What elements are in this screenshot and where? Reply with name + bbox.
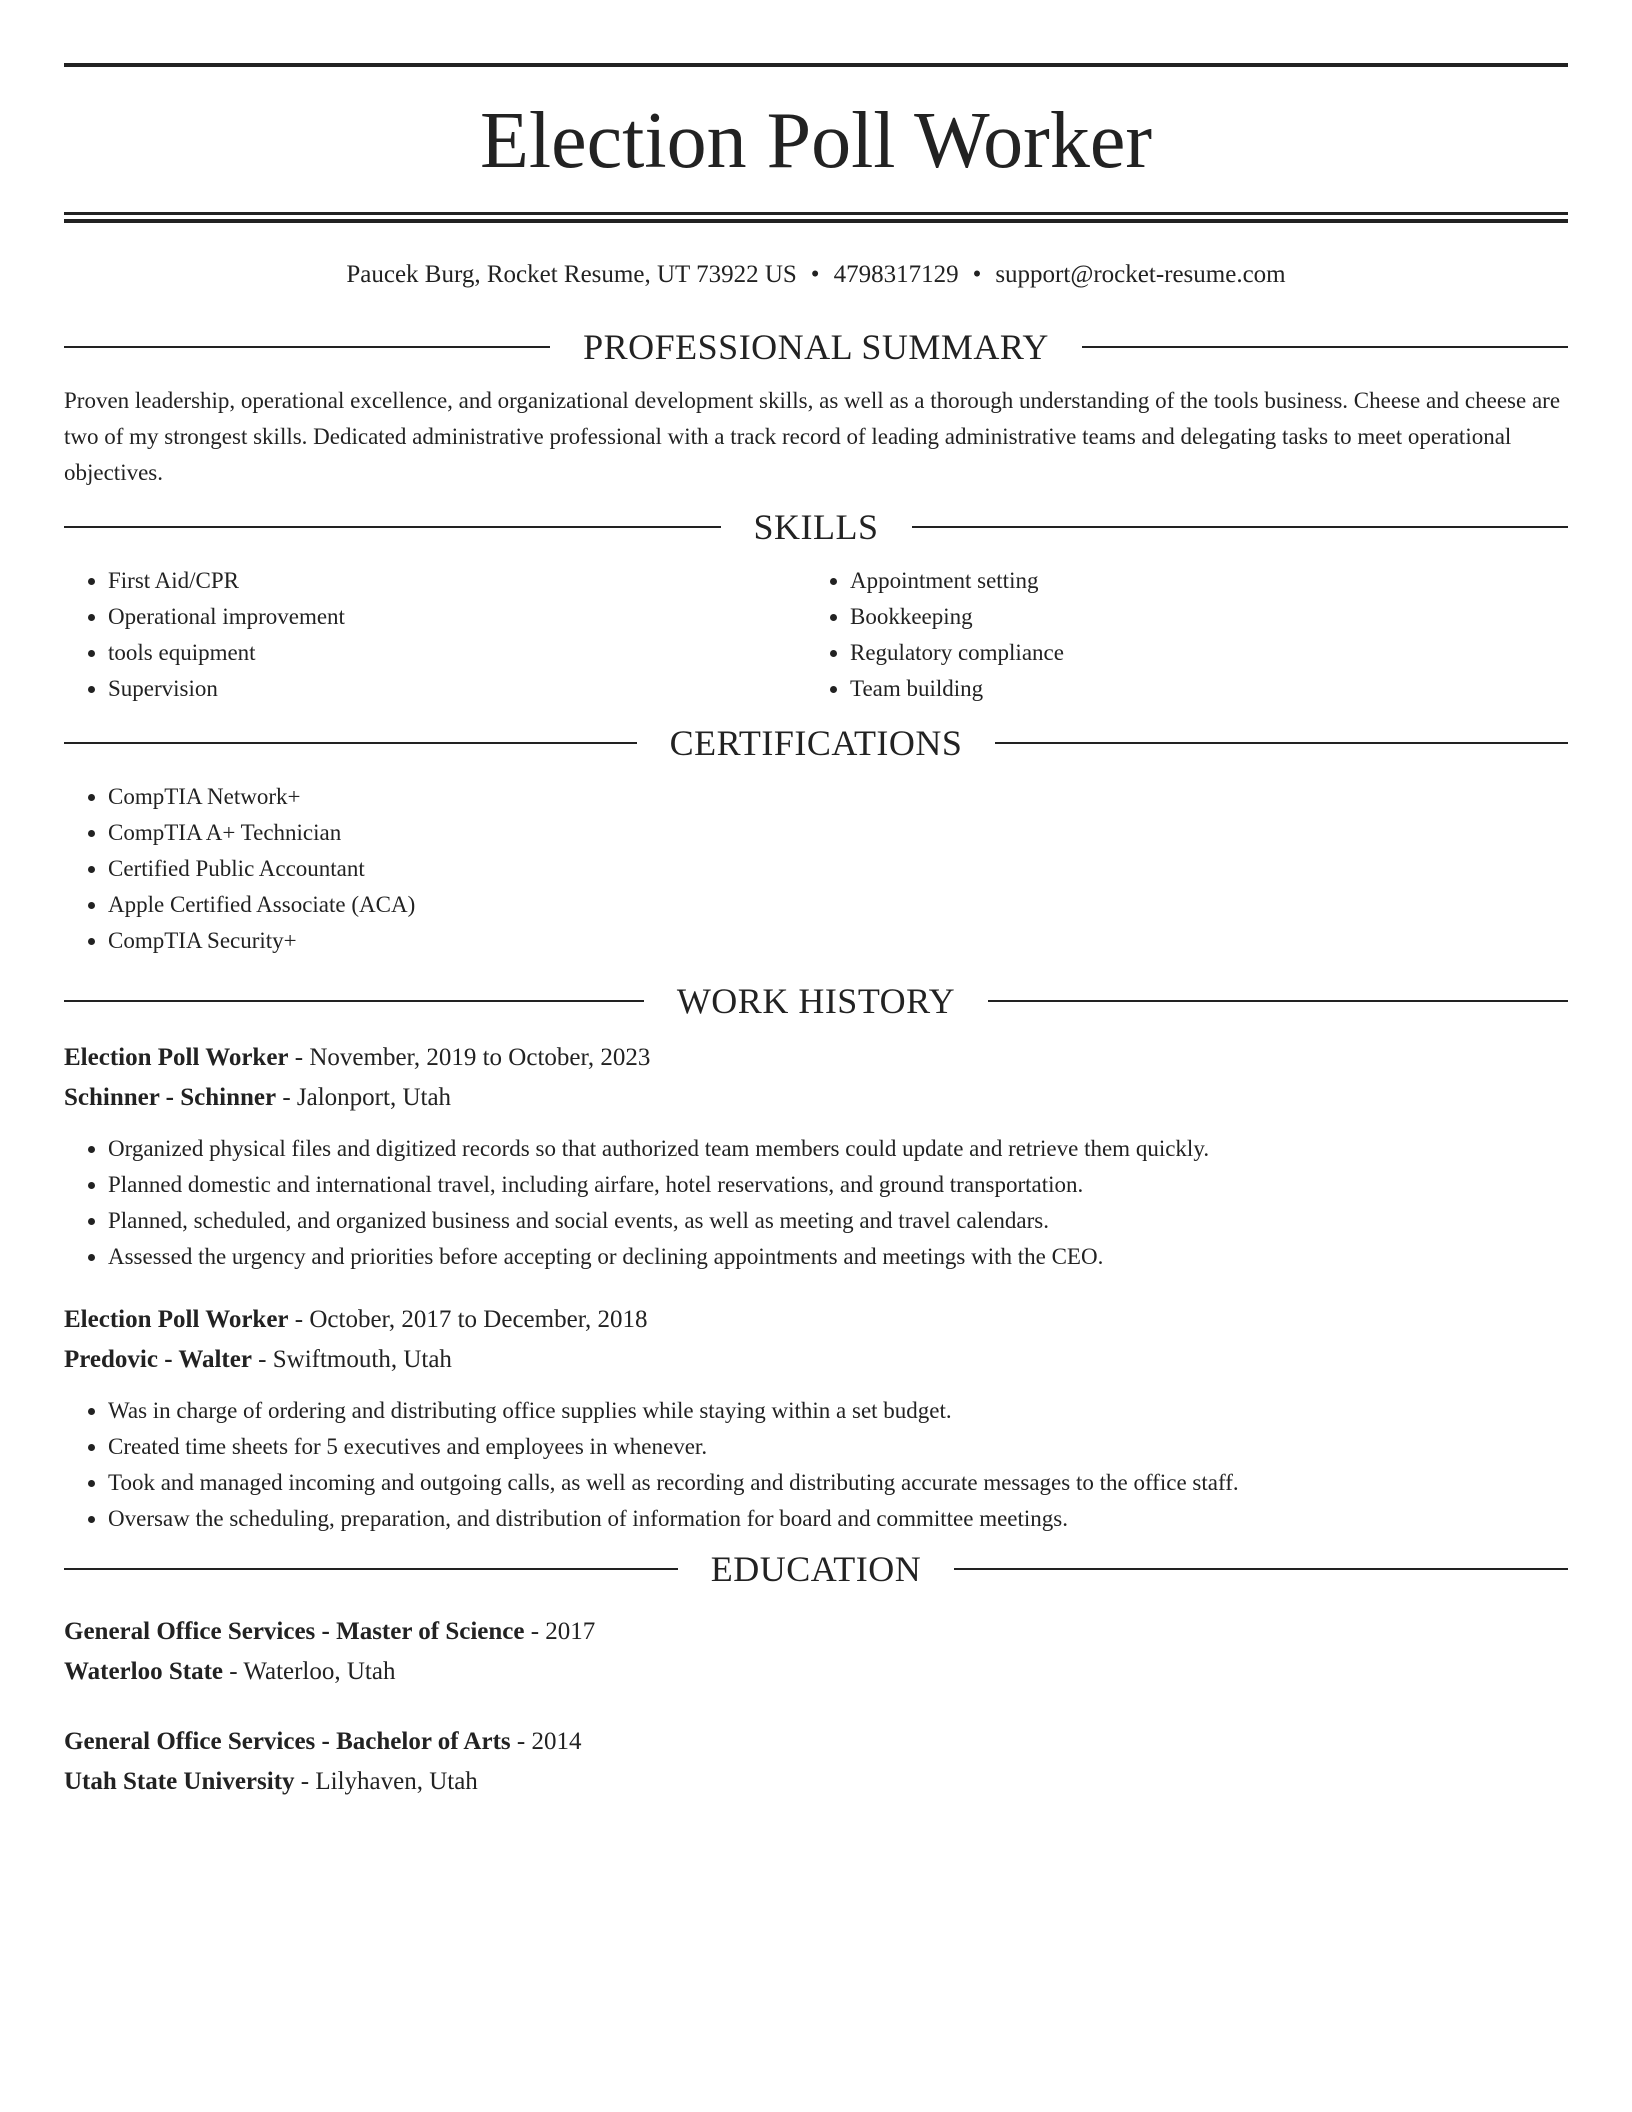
list-item: • First Aid/CPR <box>108 563 806 599</box>
job-dates: October, 2017 to December, 2018 <box>309 1306 648 1333</box>
list-item: • Assessed the urgency and priorities before accepting or declining appointments and meetings with the CEO. <box>108 1239 1568 1275</box>
top-rule <box>64 63 1568 67</box>
section-title: SKILLS <box>753 507 879 547</box>
education-year: 2014 <box>531 1728 582 1755</box>
contact-separator: • <box>972 261 982 288</box>
job-company-line <box>64 1078 1568 1118</box>
list-item: • Planned domestic and international travel, including airfare, hotel reservations, and ground transportation. <box>108 1167 1568 1203</box>
heading-rule-left <box>64 526 721 528</box>
education-degree-line <box>64 1722 1568 1762</box>
skills-column-right <box>806 563 1548 707</box>
contact-address: Paucek Burg, Rocket Resume, UT 73922 US <box>346 261 797 288</box>
list-item: • Was in charge of ordering and distributing office supplies while staying within a set budget. <box>108 1393 1568 1429</box>
education-location: Lilyhaven, Utah <box>315 1768 478 1795</box>
education-degree: General Office Services - Master of Science <box>64 1618 525 1645</box>
dash: - <box>300 1768 310 1795</box>
job-bullets <box>64 1393 1568 1537</box>
list-item: • Team building <box>850 671 1548 707</box>
resume-page <box>64 0 1568 1802</box>
contact-phone: 4798317129 <box>833 261 959 288</box>
education-school-line <box>64 1652 1568 1692</box>
job-title-line <box>64 1300 1568 1340</box>
job-title-line <box>64 1038 1568 1078</box>
section-heading-education <box>64 1549 1568 1589</box>
job-bullets <box>64 1131 1568 1275</box>
education-year: 2017 <box>545 1618 596 1645</box>
list-item: • Appointment setting <box>850 563 1548 599</box>
dash: - <box>294 1306 304 1333</box>
section-heading-summary <box>64 327 1568 367</box>
list-item: • Organized physical files and digitized records so that authorized team members could update and retrieve them quickly. <box>108 1131 1568 1167</box>
section-title: CERTIFICATIONS <box>669 723 963 763</box>
list-item: • CompTIA Security+ <box>108 923 1568 959</box>
education-location: Waterloo, Utah <box>243 1658 396 1685</box>
dash: - <box>294 1044 304 1071</box>
job-dates: November, 2019 to October, 2023 <box>309 1044 651 1071</box>
education-degree-line <box>64 1612 1568 1652</box>
list-item: • Apple Certified Associate (ACA) <box>108 887 1568 923</box>
section-title: WORK HISTORY <box>676 981 956 1021</box>
list-item: • Created time sheets for 5 executives and employees in whenever. <box>108 1429 1568 1465</box>
list-item: • Planned, scheduled, and organized business and social events, as well as meeting and travel calendars. <box>108 1203 1568 1239</box>
heading-rule-left <box>64 1568 678 1570</box>
job-company-line <box>64 1340 1568 1380</box>
education-school: Utah State University <box>64 1768 295 1795</box>
list-item: • Certified Public Accountant <box>108 851 1568 887</box>
section-title: EDUCATION <box>710 1549 922 1589</box>
list-item: • Regulatory compliance <box>850 635 1548 671</box>
heading-rule-right <box>995 742 1568 744</box>
job-company: Schinner - Schinner <box>64 1084 277 1111</box>
section-title: PROFESSIONAL SUMMARY <box>583 327 1049 367</box>
heading-rule-right <box>954 1568 1568 1570</box>
job-entry <box>64 1038 1568 1275</box>
skills-list <box>64 563 1568 707</box>
job-title: Election Poll Worker <box>64 1044 289 1071</box>
heading-rule-left <box>64 742 637 744</box>
job-title: Election Poll Worker <box>64 1306 289 1333</box>
dash: - <box>530 1618 540 1645</box>
summary-text: Proven leadership, operational excellence, and organizational development skills, as well as a thorough understanding of the tools business. Cheese and cheese are two of my strongest skills. Dedicated administrative professional with a track record of leading administrative teams and delegating tasks to meet operational objectives. <box>64 388 1561 485</box>
dash: - <box>516 1728 526 1755</box>
job-company: Predovic - Walter <box>64 1346 252 1373</box>
job-location: Swiftmouth, Utah <box>272 1346 452 1373</box>
job-entry <box>64 1300 1568 1537</box>
section-heading-skills <box>64 507 1568 547</box>
dash: - <box>258 1346 267 1373</box>
dash: - <box>282 1084 291 1111</box>
list-item: • Bookkeeping <box>850 599 1548 635</box>
list-item: • tools equipment <box>108 635 806 671</box>
list-item: • Operational improvement <box>108 599 806 635</box>
heading-rule-right <box>1082 346 1568 348</box>
education-school-line <box>64 1762 1568 1802</box>
education-school: Waterloo State <box>64 1658 223 1685</box>
section-heading-work-history <box>64 981 1568 1021</box>
job-location: Jalonport, Utah <box>296 1084 452 1111</box>
contact-separator: • <box>810 261 820 288</box>
skills-column-left <box>64 563 806 707</box>
list-item: • CompTIA A+ Technician <box>108 815 1568 851</box>
section-heading-certifications <box>64 723 1568 763</box>
heading-rule-left <box>64 346 550 348</box>
list-item: • Supervision <box>108 671 806 707</box>
heading-rule-right <box>988 1000 1568 1002</box>
contact-line <box>64 260 1568 290</box>
list-item: • Took and managed incoming and outgoing calls, as well as recording and distributing accurate messages to the office staff. <box>108 1465 1568 1501</box>
double-rule <box>64 212 1568 223</box>
dash: - <box>229 1658 238 1685</box>
list-item: • CompTIA Network+ <box>108 779 1568 815</box>
list-item: • Oversaw the scheduling, preparation, and distribution of information for board and committee meetings. <box>108 1501 1568 1537</box>
heading-rule-right <box>912 526 1569 528</box>
certifications-list <box>64 779 1568 959</box>
education-entry <box>64 1612 1568 1692</box>
education-degree: General Office Services - Bachelor of Arts <box>64 1728 511 1755</box>
contact-email: support@rocket-resume.com <box>995 261 1286 288</box>
education-entry <box>64 1722 1568 1802</box>
heading-rule-left <box>64 1000 644 1002</box>
resume-name: Election Poll Worker <box>480 97 1152 185</box>
